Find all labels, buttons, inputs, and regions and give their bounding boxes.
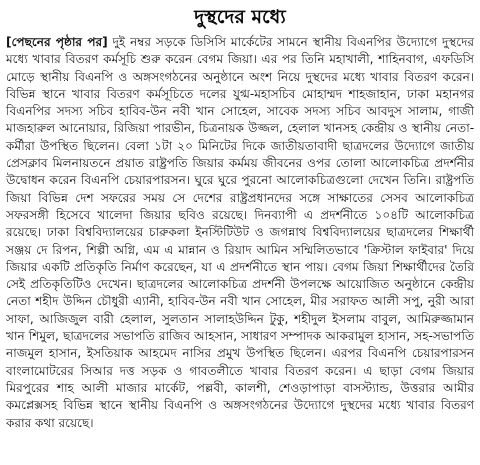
article-headline: দুস্থদের মধ্যে: [194, 6, 286, 28]
article-paragraph: [6, 34, 474, 432]
article-body: [6, 34, 474, 432]
article-text: দুই নম্বর সড়কে ডিসিসি মার্কেটের সামনে স্থানীয় বিএনপির উদ্যোগে দুস্থদের মধ্যে খাবার বিতরণ কর্মসূচি শুরু করেন বেগম জিয়া। এর পর তিনি মহাখালী, শাহিনবাগ, এফডিসি মোড়ে স্থানীয় বিএনপি ও অঙ্গসংগঠনের অনুষ্ঠানে অংশ নিয়ে দুস্থদের মধ্যে খাবার বিতরণ করেন। বিভিন্ন স্থানে খাবার বিতরণ কর্মসূচিতে দলের যুগ্ম-মহাসচিব মোহাম্মদ শাহজাহান, ঢাকা মহানগর বিএনপির সদস্য সচিব হাবিব-উন নবী খান সোহেল, সাবেক সদস্য সচিব আবদুস সালাম, গাজী মাজহারুল আনোয়ার, রিজিয়া পারভীন, চিত্রনায়ক উজ্জল, হেলাল খানসহ কেন্দ্রীয় ও স্থানীয় নেতা-কর্মীরা উপস্থিত ছিলেন। বেলা ১টা ২০ মিনিটের দিকে জাতীয়তাবাদী ছাত্রদলের উদ্যোগে জাতীয় প্রেসক্লাব মিলনায়তনে প্রয়াত রাষ্ট্রপতি জিয়ার কর্মময় জীবনের ওপর তোলা আলোকচিত্র প্রদর্শনীর উদ্বোধন করেন বিএনপি চেয়ারপারসন। ঘুরে ঘুরে পুরনো আলোকচিত্রগুলো দেখেন তিনি। রাষ্ট্রপতি জিয়া বিভিন্ন দেশ সফরের সময় সে দেশের রাষ্ট্রপ্রধানদের সঙ্গে সাক্ষাতের সেসব আলোকচিত্র সফরসঙ্গী হিসেবে খালেদা জিয়ার ছবিও রয়েছে। দিনব্যাপী এ প্রদর্শনীতে ১০৪টি আলোকচিত্র রয়েছে। ঢাকা বিশ্ববিদ্যালয়ের চারুকলা ইনস্টিটিউট ও জগন্নাথ বিশ্ববিদ্যালয়ের ছাত্রদলের শিক্ষার্থী সঞ্জয় দে রিপন, শিল্পী অগ্নি, এম এ মান্নান ও রিয়াদ আমিন সম্মিলিতভাবে 'ক্রিস্টাল ফাইবার' দিয়ে জিয়ার একটি প্রতিকৃতি নির্মাণ করেছেন, যা এ প্রদর্শনীতে স্থান পায়। বেগম জিয়া শিক্ষার্থীদের তৈরি সেই প্রতিকৃতিটিও দেখেন। ছাত্রদলের আলোকচিত্র প্রদর্শনী উপলক্ষে আয়োজিত অনুষ্ঠানে কেন্দ্রীয় নেতা শহীদ উদ্দিন চৌধুরী এ্যানী, হাবিব-উন নবী খান সোহেল, মীর সরাফত আলী সপু, নুরী আরা সাফা, আজিজুল বারী হেলাল, সুলতান সালাহউদ্দিন টুকু, শহীদুল ইসলাম বাবুল, আমিরুজ্জামান খান শিমুল, ছাত্রদলের সভাপতি রাজিব আহসান, সাধারণ সম্পাদক আকরামুল হাসান, সহ-সভাপতি নাজমুল হাসান, ইসতিয়াক আহমেদ নাসির প্রমুখ উপস্থিত ছিলেন। এরপর বিএনপি চেয়ারপারসন বাংলামোটরের সিআর দত্ত সড়ক ও গাবতলীতে খাবার বিতরণ করেন। এ ছাড়া বেগম জিয়ার মিরপুরের শাহ আলী মাজার মার্কেট, পল্লবী, কালশী, শেওড়াপাড়া বাসস্ট্যান্ড, উত্তরার আমীর কমপ্লেক্সসহ বিভিন্ন স্থানে স্থানীয় বিএনপি ও অঙ্গসংগঠনের উদ্যোগে দুস্থদের মধ্যে খাবার বিতরণ করার কথা রয়েছে।: [6, 35, 475, 430]
continuation-tag: [পেছনের পৃষ্ঠার পর]: [6, 35, 108, 49]
